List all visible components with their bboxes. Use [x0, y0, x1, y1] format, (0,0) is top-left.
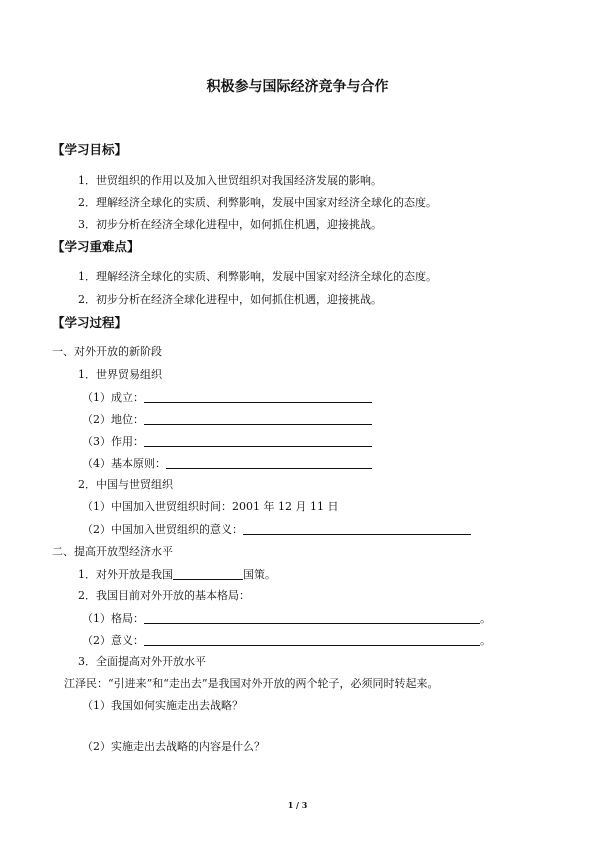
page-number: 1 / 3 — [287, 800, 308, 810]
wto-status-line — [82, 412, 372, 427]
pattern-blank[interactable] — [144, 611, 480, 624]
question-1: （1）我国如何实施走出去战略？ — [82, 699, 243, 712]
wto-founded-blank[interactable] — [144, 390, 372, 403]
wto-principles-label: （4）基本原则： — [82, 457, 166, 470]
section-heading-objectives: 【学习目标】 — [52, 142, 128, 157]
part1-title: 一、对外开放的新阶段 — [52, 345, 162, 358]
wto-role-label: （3）作用： — [82, 435, 144, 448]
part2-item3-title: 3．全面提高对外开放水平 — [78, 655, 206, 668]
wto-status-label: （2）地位： — [82, 413, 144, 426]
section-heading-process: 【学习过程】 — [52, 315, 128, 330]
pattern-line — [82, 611, 491, 626]
wto-principles-blank[interactable] — [166, 456, 372, 469]
wto-role-line — [82, 434, 372, 449]
part2-title: 二、提高开放型经济水平 — [52, 545, 173, 558]
china-wto-significance-blank[interactable] — [243, 522, 471, 535]
meaning-end-mark: 。 — [480, 634, 491, 647]
wto-role-blank[interactable] — [144, 434, 372, 447]
pattern-end-mark: 。 — [480, 612, 491, 625]
meaning-line — [82, 633, 491, 648]
objective-item: 3．初步分析在经济全球化进程中，如何抓住机遇，迎接挑战。 — [78, 218, 382, 231]
section-heading-key-points: 【学习重难点】 — [52, 239, 140, 254]
part2-item1-prefix: 1．对外开放是我国 — [78, 568, 173, 581]
china-wto-title: 2．中国与世贸组织 — [78, 478, 173, 491]
meaning-label: （2）意义： — [82, 634, 144, 647]
key-point-item: 2．初步分析在经济全球化进程中，如何抓住机遇，迎接挑战。 — [78, 293, 382, 306]
wto-title: 1．世界贸易组织 — [78, 368, 162, 381]
question-2: （2）实施走出去战略的内容是什么？ — [82, 740, 265, 753]
objective-item: 1．世贸组织的作用以及加入世贸组织对我国经济发展的影响。 — [78, 174, 382, 187]
objective-item: 2．理解经济全球化的实质、利弊影响，发展中国家对经济全球化的态度。 — [78, 196, 437, 209]
quote-text: 江泽民：“引进来”和“走出去”是我国对外开放的两个轮子，必须同时转起来。 — [64, 677, 439, 690]
national-policy-blank[interactable] — [173, 567, 243, 580]
part2-item1-suffix: 国策。 — [243, 568, 276, 581]
wto-founded-label: （1）成立： — [82, 391, 144, 404]
china-wto-significance-label: （2）中国加入世贸组织的意义： — [82, 523, 243, 536]
wto-founded-line — [82, 390, 372, 405]
pattern-label: （1）格局： — [82, 612, 144, 625]
wto-principles-line — [82, 456, 372, 471]
china-wto-join-time: （1）中国加入世贸组织时间：2001 年 12 月 11 日 — [82, 500, 339, 513]
part2-item1-line — [78, 567, 276, 582]
wto-status-blank[interactable] — [144, 412, 372, 425]
page-title: 积极参与国际经济竞争与合作 — [206, 79, 389, 95]
key-point-item: 1．理解经济全球化的实质、利弊影响，发展中国家对经济全球化的态度。 — [78, 270, 437, 283]
china-wto-significance-line — [82, 522, 471, 537]
part2-item2-title: 2．我国目前对外开放的基本格局： — [78, 589, 250, 602]
meaning-blank[interactable] — [144, 633, 480, 646]
